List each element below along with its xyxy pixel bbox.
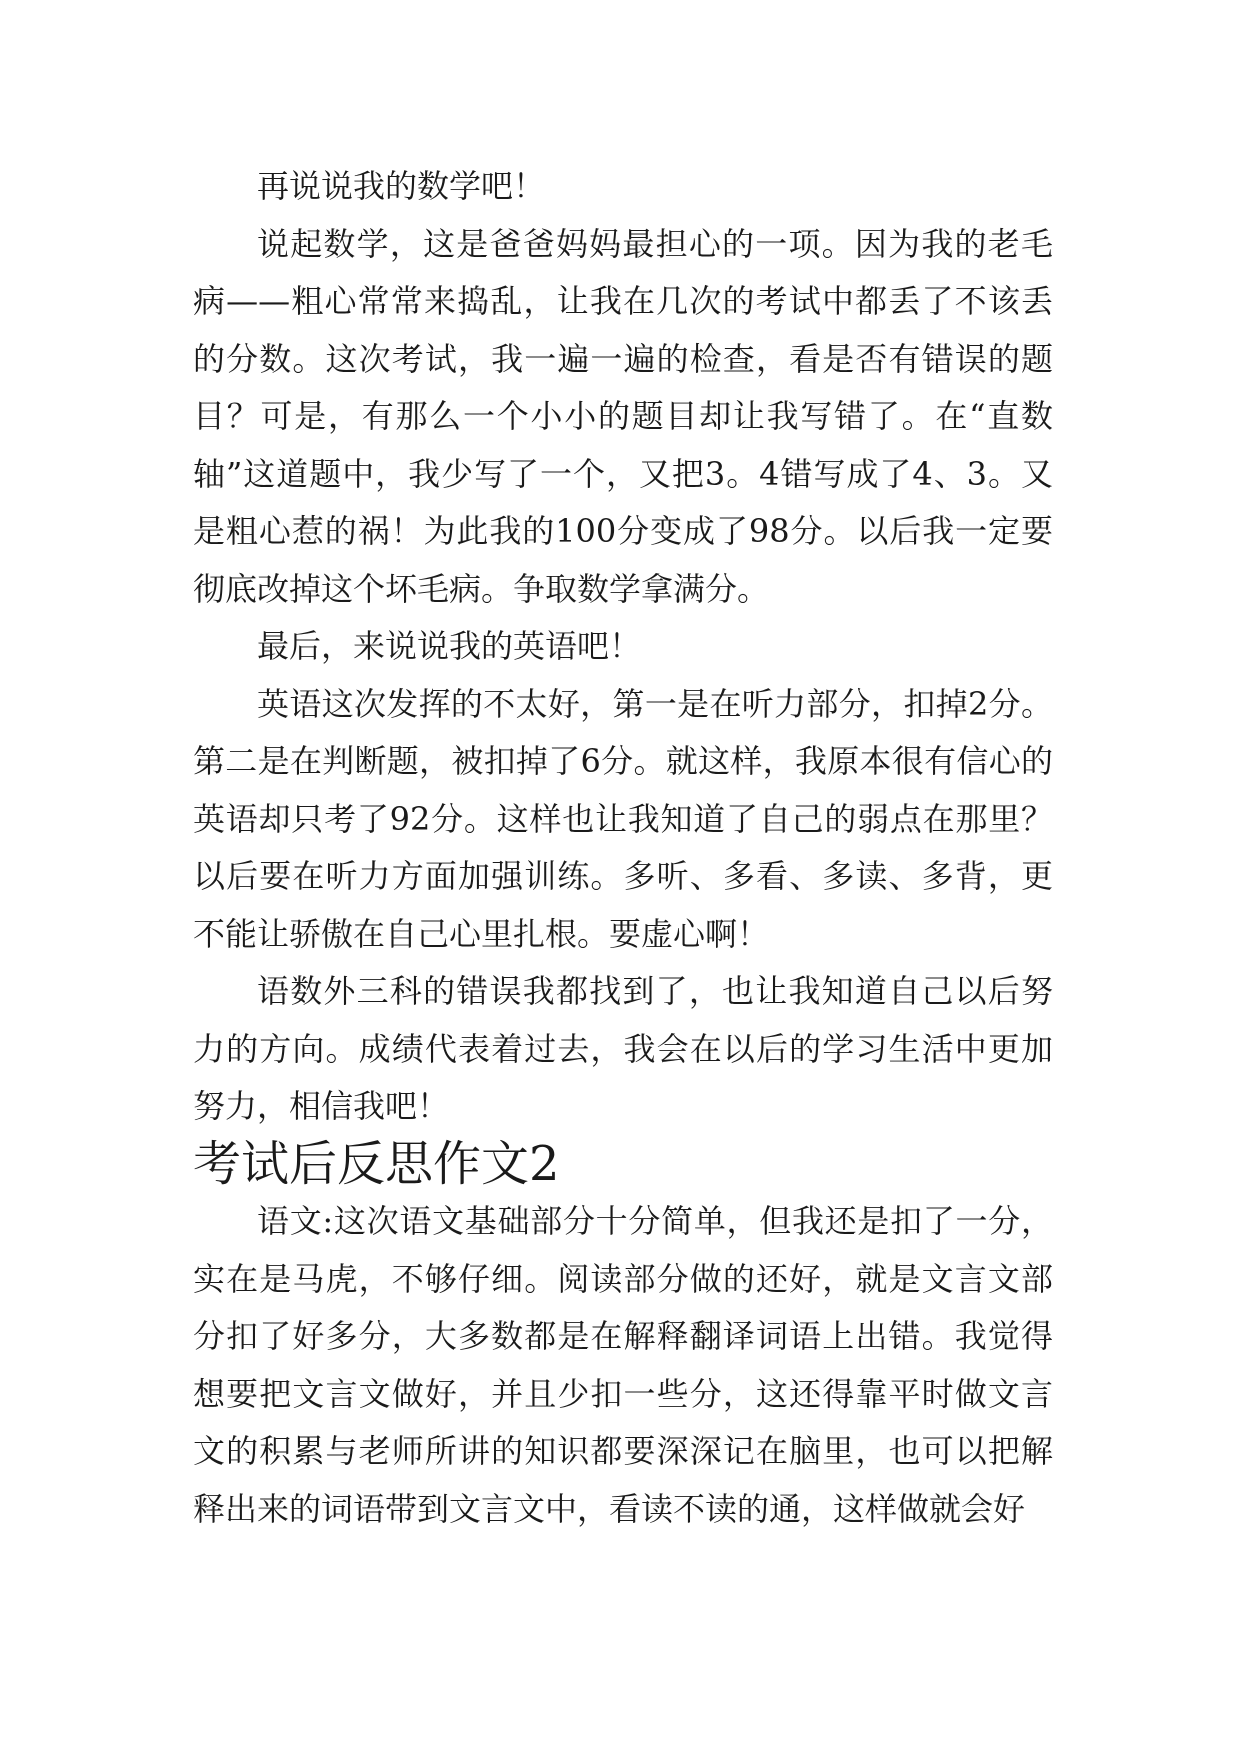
paragraph-english: 英语这次发挥的不太好，第一是在听力部分，扣掉2分。第二是在判断题，被扣掉了6分。就这样，我原本很有信心的英语却只考了92分。这样也让我知道了自己的弱点在那里？以后要在听力方面加强训练。多听、多看、多读、多背，更不能让骄傲在自己心里扎根。要虚心啊！: [193, 684, 1053, 953]
essay-body: [193, 158, 1053, 1538]
paragraph-math: 说起数学，这是爸爸妈妈最担心的一项。因为我的老毛病——粗心常常来捣乱，让我在几次的考试中都丢了不该丢的分数。这次考试，我一遍一遍的检查，看是否有错误的题目？可是，有那么一个小小的题目却让我写错了。在“直数轴”这道题中，我少写了一个，又把3。4错写成了4、3。又是粗心惹的祸！为此我的100分变成了98分。以后我一定要彻底改掉这个坏毛病。争取数学拿满分。: [193, 224, 1053, 608]
paragraph-chinese: 语文:这次语文基础部分十分简单，但我还是扣了一分，实在是马虎，不够仔细。阅读部分做的还好，就是文言文部分扣了好多分，大多数都是在解释翻译词语上出错。我觉得想要把文言文做好，并且少扣一些分，这还得靠平时做文言文的积累与老师所讲的知识都要深深记在脑里，也可以把解释出来的词语带到文言文中，看读不读的通，这样做就会好: [193, 1202, 1053, 1528]
paragraph-conclusion: 语数外三科的错误我都找到了，也让我知道自己以后努力的方向。成绩代表着过去，我会在以后的学习生活中更加努力，相信我吧！: [193, 972, 1053, 1125]
paragraph-math-intro: 再说说我的数学吧！: [257, 167, 546, 205]
section-heading: 考试后反思作文2: [193, 1135, 560, 1192]
paragraph-english-intro: 最后，来说说我的英语吧！: [257, 627, 642, 665]
